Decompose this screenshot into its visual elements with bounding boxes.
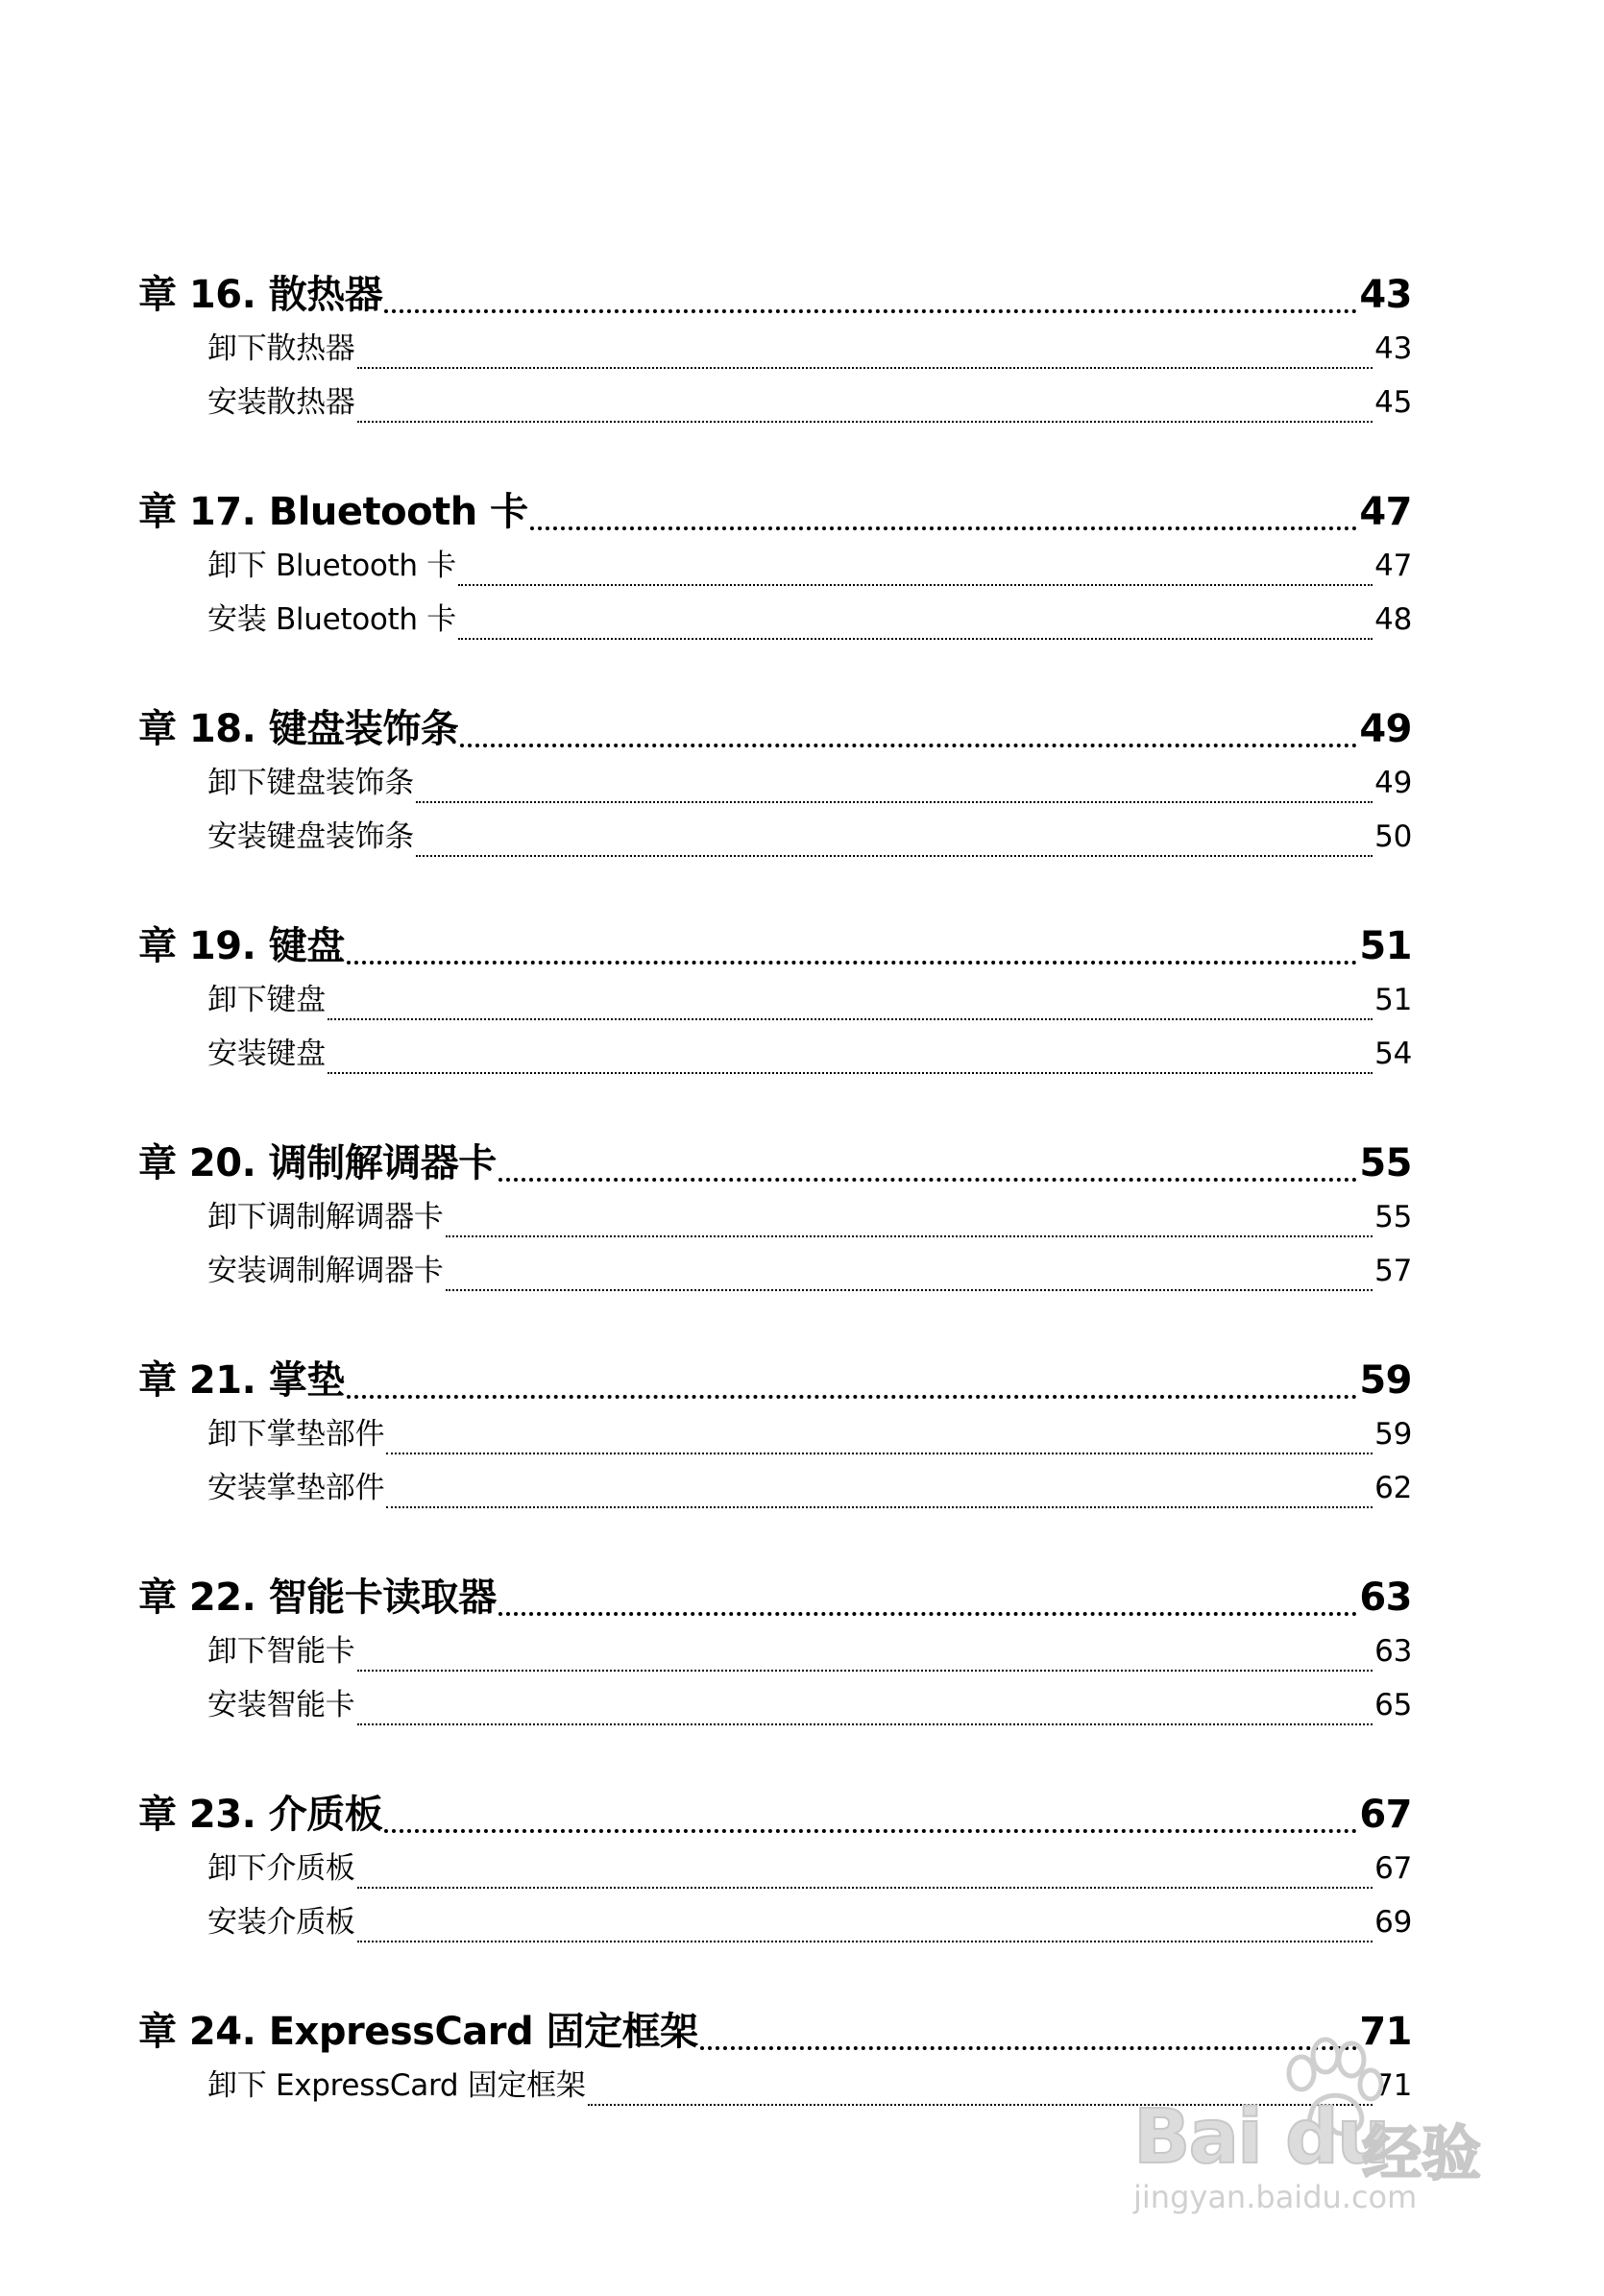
chapter-title: 章 23. 介质板: [138, 1793, 383, 1837]
dot-leader: [347, 1350, 1358, 1409]
chapter-title: 章 19. 键盘: [138, 924, 345, 968]
toc-entry[interactable]: [138, 541, 1412, 595]
dot-leader: [386, 1409, 1373, 1463]
chapter-page-number: 43: [1359, 273, 1412, 317]
entry-page-number: 48: [1374, 602, 1412, 637]
entry-page-number: 55: [1374, 1200, 1412, 1234]
entry-title: 卸下智能卡: [207, 1634, 355, 1669]
dot-leader: [357, 378, 1373, 431]
entry-title: 卸下介质板: [207, 1851, 355, 1886]
entry-title: 安装 Bluetooth 卡: [207, 602, 456, 637]
toc-entry[interactable]: [138, 1844, 1412, 1897]
chapter-heading[interactable]: [138, 481, 1412, 541]
chapter-heading[interactable]: [138, 1567, 1412, 1626]
chapter-heading[interactable]: [138, 1784, 1412, 1844]
toc-entry[interactable]: [138, 378, 1412, 431]
chapter-title: 章 20. 调制解调器卡: [138, 1141, 497, 1185]
watermark-brand-cn: 经验: [1362, 2118, 1482, 2188]
toc-entry[interactable]: [138, 975, 1412, 1029]
toc-entry[interactable]: [138, 1680, 1412, 1734]
toc-entry[interactable]: [138, 1409, 1412, 1463]
entry-page-number: 63: [1374, 1634, 1412, 1669]
entry-title: 安装键盘装饰条: [207, 819, 414, 854]
dot-leader: [328, 975, 1373, 1029]
chapter-heading[interactable]: [138, 1133, 1412, 1192]
toc-chapter: [138, 698, 1412, 866]
dot-leader: [357, 1844, 1373, 1897]
entry-page-number: 45: [1374, 385, 1412, 420]
chapter-page-number: 51: [1359, 924, 1412, 968]
chapter-page-number: 67: [1359, 1793, 1412, 1837]
chapter-page-number: 63: [1359, 1575, 1412, 1620]
toc-entry[interactable]: [138, 324, 1412, 378]
dot-leader: [357, 1680, 1373, 1734]
entry-page-number: 50: [1374, 819, 1412, 854]
toc-chapter: [138, 264, 1412, 431]
entry-title: 卸下 Bluetooth 卡: [207, 549, 456, 583]
watermark-brand: Bai du: [1133, 2094, 1389, 2181]
chapter-title: 章 22. 智能卡读取器: [138, 1575, 497, 1620]
dot-leader: [328, 1029, 1373, 1083]
dot-leader: [416, 812, 1373, 866]
dot-leader: [416, 758, 1373, 812]
chapter-title: 章 16. 散热器: [138, 273, 383, 317]
watermark-url: jingyan.baidu.com: [1133, 2179, 1418, 2215]
chapter-title: 章 24. ExpressCard 固定框架: [138, 2010, 698, 2054]
toc-chapter: [138, 1567, 1412, 1734]
dot-leader: [357, 324, 1373, 378]
dot-leader: [357, 1897, 1373, 1951]
toc-entry[interactable]: [138, 595, 1412, 648]
entry-title: 卸下 ExpressCard 固定框架: [207, 2068, 586, 2103]
dot-leader: [458, 595, 1373, 648]
entry-title: 卸下调制解调器卡: [207, 1200, 444, 1234]
dot-leader: [446, 1246, 1373, 1300]
entry-title: 卸下键盘: [207, 983, 326, 1017]
chapter-page-number: 49: [1359, 707, 1412, 751]
entry-page-number: 47: [1374, 549, 1412, 583]
toc-entry[interactable]: [138, 1626, 1412, 1680]
entry-title: 卸下掌垫部件: [207, 1417, 385, 1452]
dot-leader: [386, 1463, 1373, 1517]
entry-page-number: 62: [1374, 1471, 1412, 1505]
chapter-title: 章 17. Bluetooth 卡: [138, 490, 528, 534]
entry-title: 安装散热器: [207, 385, 355, 420]
chapter-page-number: 59: [1359, 1358, 1412, 1403]
toc-entry[interactable]: [138, 1246, 1412, 1300]
toc-entry[interactable]: [138, 1897, 1412, 1951]
dot-leader: [498, 1567, 1358, 1626]
entry-page-number: 49: [1374, 766, 1412, 800]
dot-leader: [498, 1133, 1358, 1192]
dot-leader: [384, 1784, 1357, 1844]
entry-title: 安装掌垫部件: [207, 1471, 385, 1505]
table-of-contents: [138, 264, 1412, 2164]
toc-chapter: [138, 1350, 1412, 1517]
toc-chapter: [138, 1133, 1412, 1300]
chapter-title: 章 18. 键盘装饰条: [138, 707, 459, 751]
chapter-heading[interactable]: [138, 264, 1412, 324]
toc-entry[interactable]: [138, 1463, 1412, 1517]
toc-chapter: [138, 1784, 1412, 1951]
baidu-jingyan-watermark: [1133, 2037, 1518, 2215]
chapter-heading[interactable]: [138, 916, 1412, 975]
entry-page-number: 71: [1374, 2068, 1412, 2103]
entry-page-number: 43: [1374, 331, 1412, 366]
entry-title: 安装调制解调器卡: [207, 1254, 444, 1288]
entry-title: 卸下散热器: [207, 331, 355, 366]
entry-title: 卸下键盘装饰条: [207, 766, 414, 800]
toc-chapter: [138, 916, 1412, 1083]
entry-page-number: 54: [1374, 1037, 1412, 1071]
entry-page-number: 69: [1374, 1905, 1412, 1940]
chapter-page-number: 55: [1359, 1141, 1412, 1185]
entry-page-number: 59: [1374, 1417, 1412, 1452]
dot-leader: [384, 264, 1357, 324]
toc-chapter: [138, 481, 1412, 648]
entry-page-number: 67: [1374, 1851, 1412, 1886]
dot-leader: [530, 481, 1358, 541]
entry-page-number: 51: [1374, 983, 1412, 1017]
chapter-page-number: 47: [1359, 490, 1412, 534]
dot-leader: [446, 1192, 1373, 1246]
chapter-page-number: 71: [1359, 2010, 1412, 2054]
chapter-heading[interactable]: [138, 1350, 1412, 1409]
dot-leader: [347, 916, 1358, 975]
toc-entry[interactable]: [138, 1192, 1412, 1246]
toc-entry[interactable]: [138, 812, 1412, 866]
dot-leader: [357, 1626, 1373, 1680]
dot-leader: [458, 541, 1373, 595]
entry-title: 安装介质板: [207, 1905, 355, 1940]
chapter-title: 章 21. 掌垫: [138, 1358, 345, 1403]
entry-title: 安装智能卡: [207, 1688, 355, 1722]
dot-leader: [460, 698, 1357, 758]
toc-entry[interactable]: [138, 758, 1412, 812]
toc-entry[interactable]: [138, 1029, 1412, 1083]
entry-page-number: 65: [1374, 1688, 1412, 1722]
chapter-heading[interactable]: [138, 698, 1412, 758]
entry-page-number: 57: [1374, 1254, 1412, 1288]
entry-title: 安装键盘: [207, 1037, 326, 1071]
